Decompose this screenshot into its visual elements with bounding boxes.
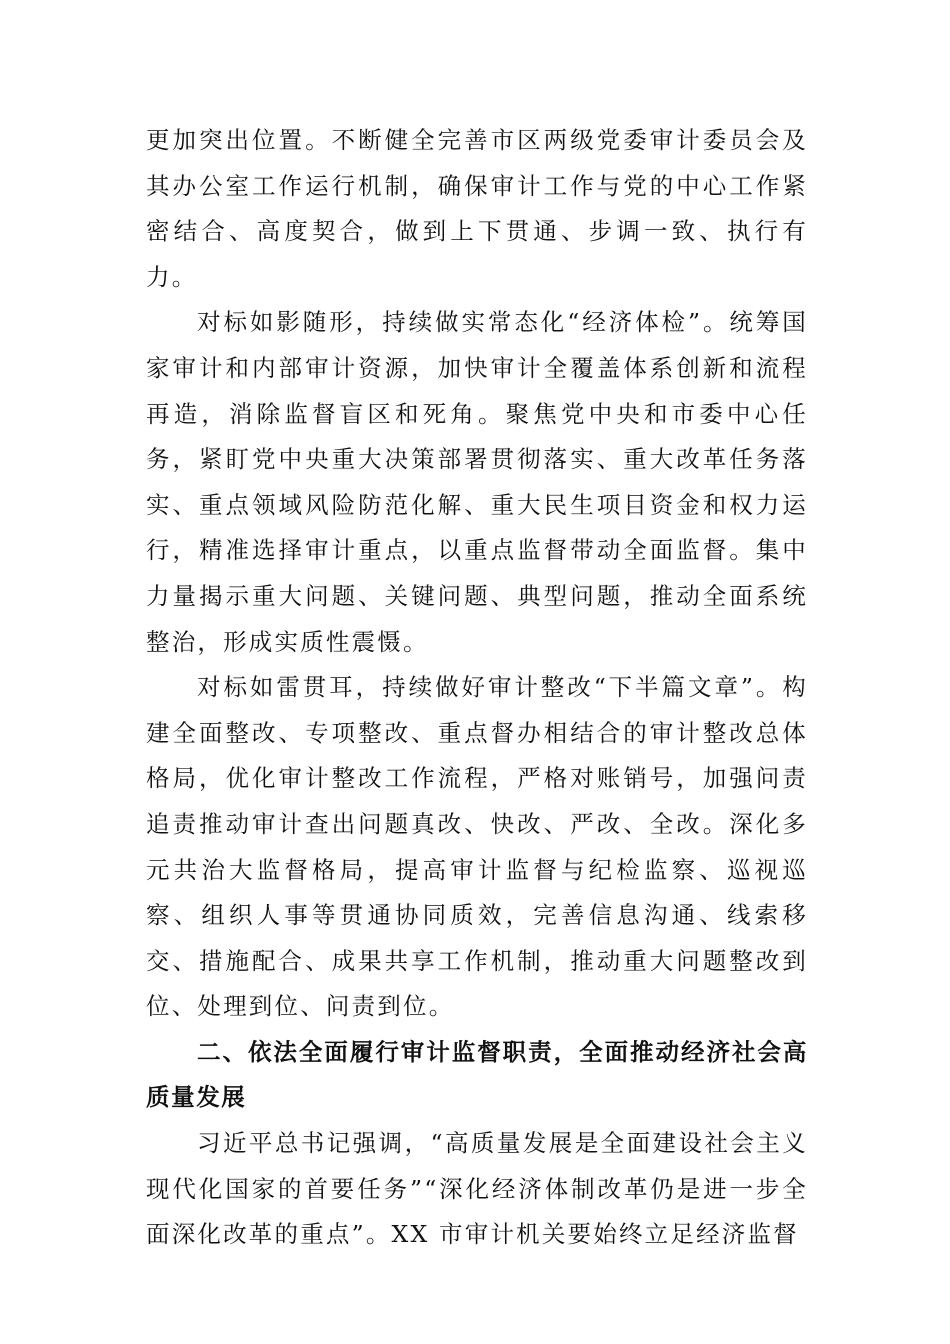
document-body [146,118,808,1258]
section-heading: 二、依法全面履行审计监督职责，全面推动经济社会高质量发展 [146,1037,808,1112]
paragraph-high-quality-development: 习近平总书记强调，“高质量发展是全面建设社会主义现代化国家的首要任务”“深化经济体制改革仍是进一步全面深化改革的重点”。XX 市审计机关要始终立足经济监督 [146,1129,808,1249]
paragraph-continuation: 更加突出位置。不断健全完善市区两级党委审计委员会及其办公室工作运行机制，确保审计工作与党的中心工作紧密结合、高度契合，做到上下贯通、步调一致、执行有力。 [146,126,808,291]
paragraph-economic-checkup: 对标如影随形，持续做实常态化“经济体检”。统筹国家审计和内部审计资源，加快审计全覆盖体系创新和流程再造，消除监督盲区和死角。聚焦党中央和市委中心任务，紧盯党中央重大决策部署贯彻落实、重大改革任务落实、重点领域风险防范化解、重大民生项目资金和权力运行，精准选择审计重点，以重点监督带动全面监督。集中力量揭示重大问题、关键问题、典型问题，推动全面系统整治，形成实质性震慑。 [146,308,808,656]
paragraph-audit-rectification: 对标如雷贯耳，持续做好审计整改“下半篇文章”。构建全面整改、专项整改、重点督办相结合的审计整改总体格局，优化审计整改工作流程，严格对账销号，加强问责追责推动审计查出问题真改、快改、严改、全改。深化多元共治大监督格局，提高审计监督与纪检监察、巡视巡察、组织人事等贯通协同质效，完善信息沟通、线索移交、措施配合、成果共享工作机制，推动重大问题整改到位、处理到位、问责到位。 [146,673,808,1021]
